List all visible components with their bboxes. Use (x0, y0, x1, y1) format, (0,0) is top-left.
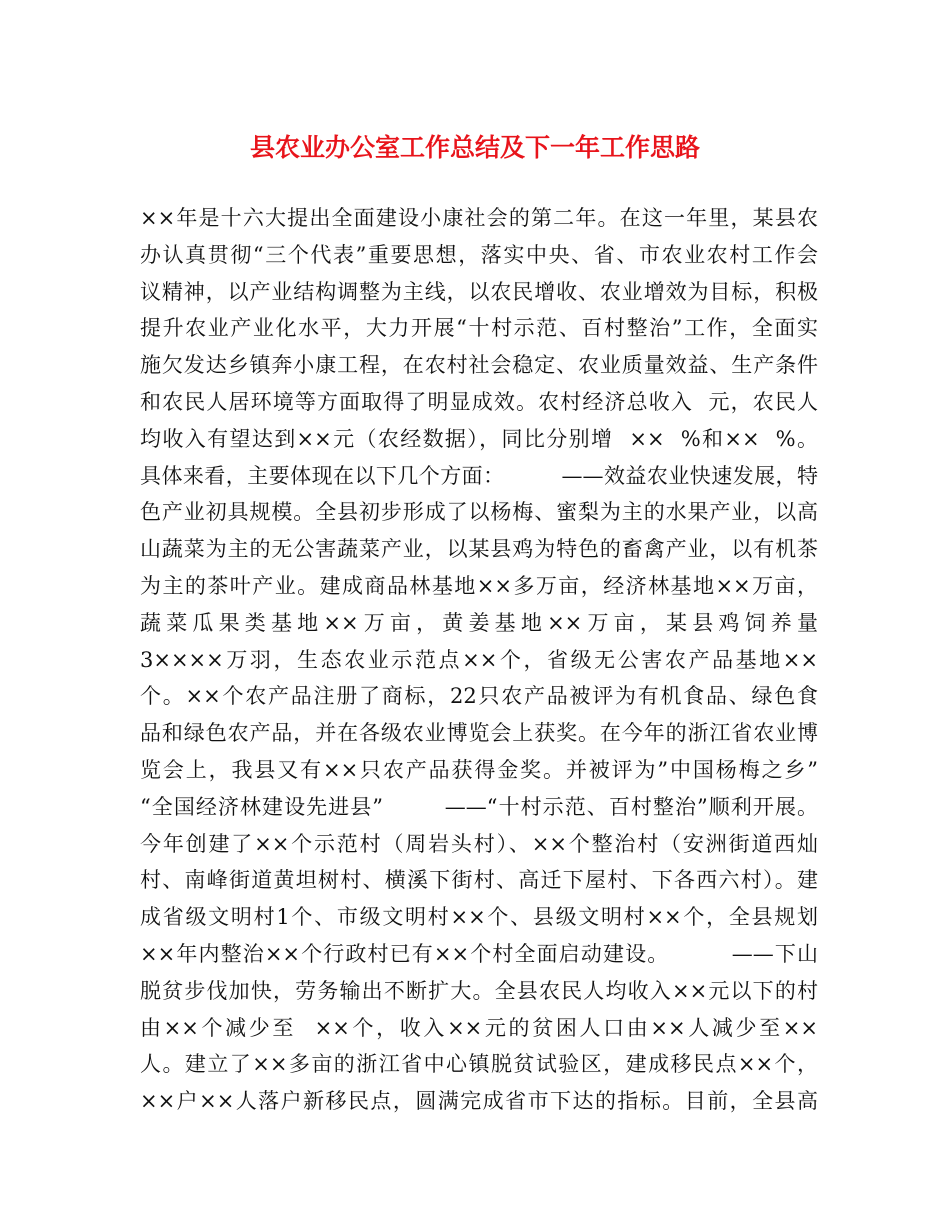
body-line: 和农民人居环境等方面取得了明显成效。农村经济总收入 元，农民人 (140, 389, 818, 414)
body-line: 色产业初具规模。全县初步形成了以杨梅、蜜梨为主的水果产业，以高 (140, 500, 818, 525)
body-line: 今年创建了××个示范村（周岩头村）、××个整治村（安洲街道西灿 (140, 831, 818, 856)
body-line: 品和绿色农产品，并在各级农业博览会上获奖。在今年的浙江省农业博 (140, 721, 818, 746)
body-line: “全国经济林建设先进县” ——“十村示范、百村整治”顺利开展。 (140, 794, 818, 819)
body-line: 村、南峰街道黄坦树村、横溪下街村、高迁下屋村、下各西六村）。建 (140, 868, 818, 893)
body-line: 蔬菜瓜果类基地××万亩，黄姜基地××万亩，某县鸡饲养量 (140, 610, 818, 635)
body-line: 提升农业产业化水平，大力开展“十村示范、百村整治”工作，全面实 (140, 316, 818, 341)
body-line: 览会上，我县又有××只农产品获得金奖。并被评为”中国杨梅之乡” (140, 757, 818, 782)
body-line: 脱贫步伐加快，劳务输出不断扩大。全县农民人均收入××元以下的村 (140, 978, 818, 1003)
body-line: 山蔬菜为主的无公害蔬菜产业，以某县鸡为特色的畜禽产业，以有机茶 (140, 537, 818, 562)
body-line: ××户××人落户新移民点，圆满完成省市下达的指标。目前，全县高 (140, 1089, 818, 1114)
body-line: 具体来看，主要体现在以下几个方面： ——效益农业快速发展，特 (140, 463, 818, 488)
body-line: 办认真贯彻“三个代表”重要思想，落实中央、省、市农业农村工作会 (140, 242, 818, 267)
body-line: ××年是十六大提出全面建设小康社会的第二年。在这一年里，某县农 (140, 206, 818, 230)
body-line: ××年内整治××个行政村已有××个村全面启动建设。 ——下山 (140, 941, 818, 966)
body-line: 成省级文明村1个、市级文明村××个、县级文明村××个，全县规划 (140, 905, 818, 930)
body-line: 个。××个农产品注册了商标，22只农产品被评为有机食品、绿色食 (140, 684, 818, 709)
body-line: 3××××万羽，生态农业示范点××个，省级无公害农产品基地×× (140, 647, 818, 672)
body-line: 议精神，以产业结构调整为主线，以农民增收、农业增效为目标，积极 (140, 279, 818, 304)
body-line: 人。建立了××多亩的浙江省中心镇脱贫试验区，建成移民点××个， (140, 1052, 818, 1077)
body-line: 均收入有望达到××元（农经数据），同比分别增 ×× %和×× %。 (140, 426, 818, 451)
body-line: 由××个减少至 ××个，收入××元的贫困人口由××人减少至×× (140, 1015, 818, 1040)
document-title: 县农业办公室工作总结及下一年工作思路 (249, 133, 700, 162)
body-line: 施欠发达乡镇奔小康工程，在农村社会稳定、农业质量效益、生产条件 (140, 353, 818, 378)
document-body (140, 200, 818, 1120)
body-line: 为主的茶叶产业。建成商品林基地××多万亩，经济林基地××万亩， (140, 573, 818, 598)
